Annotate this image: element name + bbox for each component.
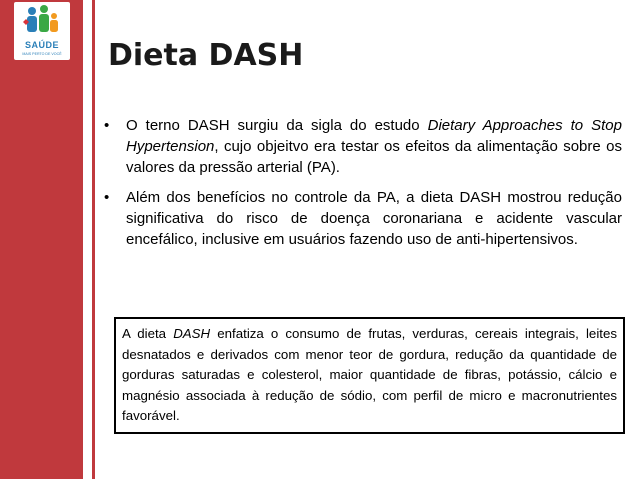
bullet-dot-icon: • — [104, 117, 110, 134]
bullet-dash-origin — [102, 115, 622, 178]
callout-text-part: A dieta — [122, 326, 174, 341]
bullet-text-part: O terno DASH surgiu da sigla do estudo — [126, 117, 428, 134]
sidebar-band — [0, 0, 83, 479]
bullet-dash-benefits — [102, 187, 622, 250]
logo-title: SAÚDE — [24, 40, 59, 50]
callout-box — [114, 317, 625, 434]
logo-subtitle: MAIS PERTO DE VOCÊ — [22, 52, 62, 56]
family-icon — [14, 2, 70, 42]
saude-logo — [14, 2, 70, 60]
bullet-list — [102, 115, 622, 259]
sidebar-accent-line — [92, 0, 95, 479]
callout-dash-term: DASH — [173, 326, 211, 341]
bullet-text-part: , cujo objeitvo era testar os efeitos da alimentação sobre os valores da pressão arterial (PA). — [126, 138, 622, 176]
study-name: Dietary Approaches to Stop Hypertension — [126, 117, 622, 155]
callout-text-part: enfatiza o consumo de frutas, verduras, cereais integrais, leites desnatados e derivados com menor teor de gordura, redução da quantidade de gorduras saturadas e colesterol, maior quantidade de fibras, potássio, cálcio e magnésio associada à redução de sódio, com perfil de micro e macronutrientes favorável. — [122, 326, 618, 423]
bullet-text: Além dos benefícios no controle da PA, a dieta DASH mostrou redução significativa do risco de doença coronariana e acidente vascular encefálico, inclusive em usuários fazendo uso de anti-hipertensivos. — [126, 189, 622, 248]
bullet-dot-icon: • — [104, 189, 110, 206]
page-title: Dieta DASH — [108, 38, 304, 73]
